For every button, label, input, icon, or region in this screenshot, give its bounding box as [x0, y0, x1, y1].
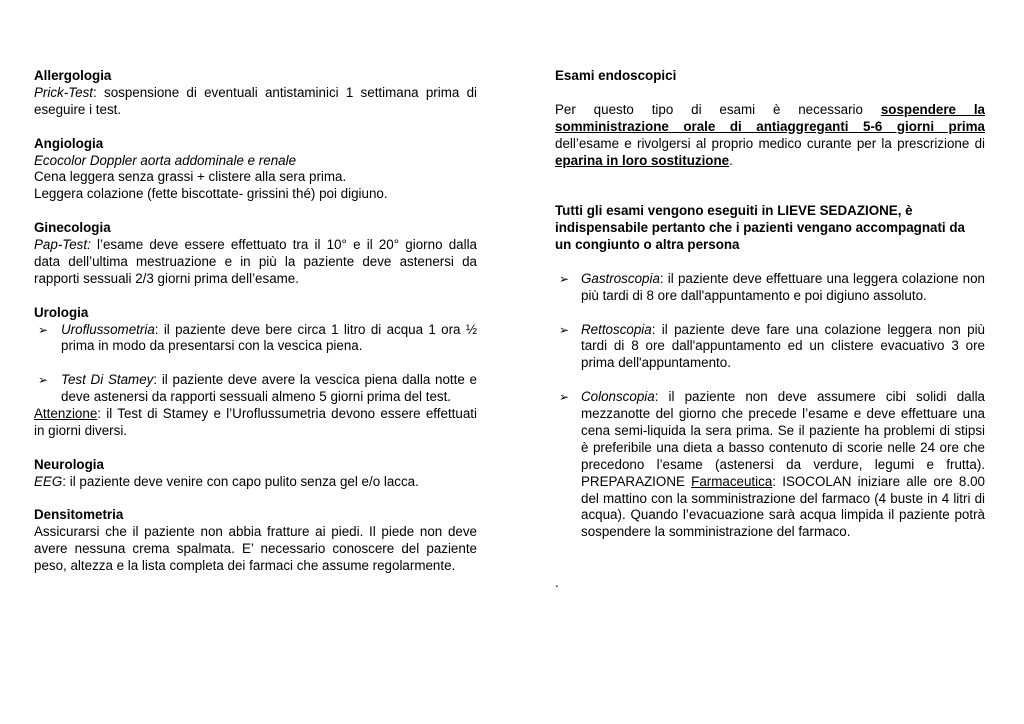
stamey-label: Test Di Stamey	[61, 372, 154, 388]
list-item	[34, 372, 477, 406]
allergologia-text	[34, 85, 477, 119]
section-neurologia	[34, 457, 477, 491]
ginecologia-text	[34, 237, 477, 288]
heading-neurologia: Neurologia	[34, 456, 104, 472]
intro-part-c: dell’esame e rivolgersi al proprio medico curante per la prescrizione di	[555, 135, 985, 151]
attenzione-text: : il Test di Stamey e l’Uroflussumetria devono essere effettuati in giorni diversi.	[34, 406, 477, 438]
rettoscopia-label: Rettoscopia	[581, 321, 652, 337]
uroflussometria-text: : il paziente deve bere circa 1 litro di acqua 1 ora ½ prima in modo da presentarsi con la vescica piena.	[61, 321, 477, 354]
ginecologia-instructions: l’esame deve essere effettuato tra il 10° e il 20° giorno dalla data dell’ultima mestruazione e in più la paziente deve astenersi da rapporti sessuali 2/3 giorni prima dell’esame.	[34, 237, 477, 286]
colonscopia-text-c: : ISOCOLAN iniziare alle ore 8.00 del mattino con la somministrazione del farmaco (4 buste in 4 litri di acqua). Quando l’evacuazione sarà acqua limpida il paziente potrà sospendere la somministrazione del farmaco.	[581, 473, 985, 540]
heading-allergologia: Allergologia	[34, 68, 112, 83]
arrow-bullet-icon: ➢	[559, 322, 570, 337]
eeg-text: : il paziente deve venire con capo pulito senza gel e/o lacca.	[62, 473, 419, 489]
section-ginecologia	[34, 220, 477, 288]
uroflussometria-label: Uroflussometria	[61, 321, 155, 337]
pap-test-label: Pap-Test:	[34, 237, 91, 253]
endoscopy-intro	[555, 102, 985, 170]
gastroscopia-label: Gastroscopia	[581, 270, 660, 286]
list-item	[555, 322, 985, 373]
heading-densitometria: Densitometria	[34, 507, 124, 523]
neurologia-text	[34, 474, 477, 491]
urologia-note	[34, 406, 477, 440]
intro-part-a: Per questo tipo di esami è necessario	[555, 101, 881, 117]
arrow-bullet-icon: ➢	[559, 271, 570, 286]
right-column	[555, 68, 985, 592]
stamey-text: : il paziente deve avere la vescica piena dalla notte e deve astenersi da rapporti sessuali almeno 5 giorni prima del test.	[61, 372, 477, 405]
list-item	[34, 322, 477, 356]
arrow-bullet-icon: ➢	[38, 322, 49, 337]
arrow-bullet-icon: ➢	[559, 390, 570, 405]
angiologia-line2: Leggera colazione (fette biscottate- grissini thé) poi digiuno.	[34, 186, 388, 202]
sedation-notice: Tutti gli esami vengono eseguiti in LIEVE SEDAZIONE, è indispensabile pertanto che i pazienti vengano accompagnati da un congiunto o altra persona	[555, 203, 965, 253]
heading-urologia: Urologia	[34, 304, 89, 320]
section-angiologia	[34, 136, 477, 204]
attenzione-label: Attenzione	[34, 406, 98, 422]
angiologia-line1: Cena leggera senza grassi + clistere alla sera prima.	[34, 169, 347, 185]
arrow-bullet-icon: ➢	[38, 373, 49, 388]
farmaceutica-label: Farmaceutica	[691, 473, 773, 489]
colonscopia-text-a: : il paziente non deve assumere cibi solidi dalla mezzanotte del giorno che precede l’esame e deve effettuare una cena semi-liquida la sera prima. Se il paziente ha problemi di stipsi è preferibile una dieta a basso contenuto di scorie nelle 24 ore che precedono l’esame (astenersi da verdure, legumi e frutta). PREPARAZIONE	[581, 389, 985, 489]
section-allergologia	[34, 68, 477, 119]
list-item	[555, 271, 985, 305]
prick-test-label: Prick-Test	[34, 84, 94, 100]
heading-ginecologia: Ginecologia	[34, 220, 111, 236]
trailing-dot: .	[555, 575, 559, 591]
list-item	[555, 389, 985, 541]
section-urologia	[34, 305, 477, 440]
gastroscopia-text: : il paziente deve effettuare una leggera colazione non più tardi di 8 ore dall'appuntamento e poi digiuno assoluto.	[581, 270, 985, 303]
intro-sospendere-emphasis: sospendere la somministrazione orale di antiaggreganti 5-6 giorni prima	[555, 101, 985, 134]
colonscopia-label: Colonscopia	[581, 389, 655, 405]
intro-part-e: .	[729, 152, 733, 168]
section-densitometria	[34, 507, 477, 575]
angiologia-exam: Ecocolor Doppler aorta addominale e renale	[34, 152, 297, 168]
intro-eparina-emphasis: eparina in loro sostituzione	[555, 152, 730, 168]
densitometria-text: Assicurarsi che il paziente non abbia fratture ai piedi. Il piede non deve avere nessuna crema spalmata. E’ necessario conoscere del paziente peso, altezza e la lista completa dei farmaci che assume regolarmente.	[34, 524, 477, 574]
heading-angiologia: Angiologia	[34, 135, 104, 151]
heading-esami-endoscopici: Esami endoscopici	[555, 68, 677, 83]
left-column	[34, 68, 477, 575]
allergologia-instructions: : sospensione di eventuali antistaminici 1 settimana prima di eseguire i test.	[34, 84, 477, 117]
eeg-label: EEG	[34, 473, 63, 489]
rettoscopia-text: : il paziente deve fare una colazione leggera non più tardi di 8 ore dall'appuntamento ed un clistere evacuativo 3 ore prima dell'appuntamento.	[581, 321, 985, 371]
